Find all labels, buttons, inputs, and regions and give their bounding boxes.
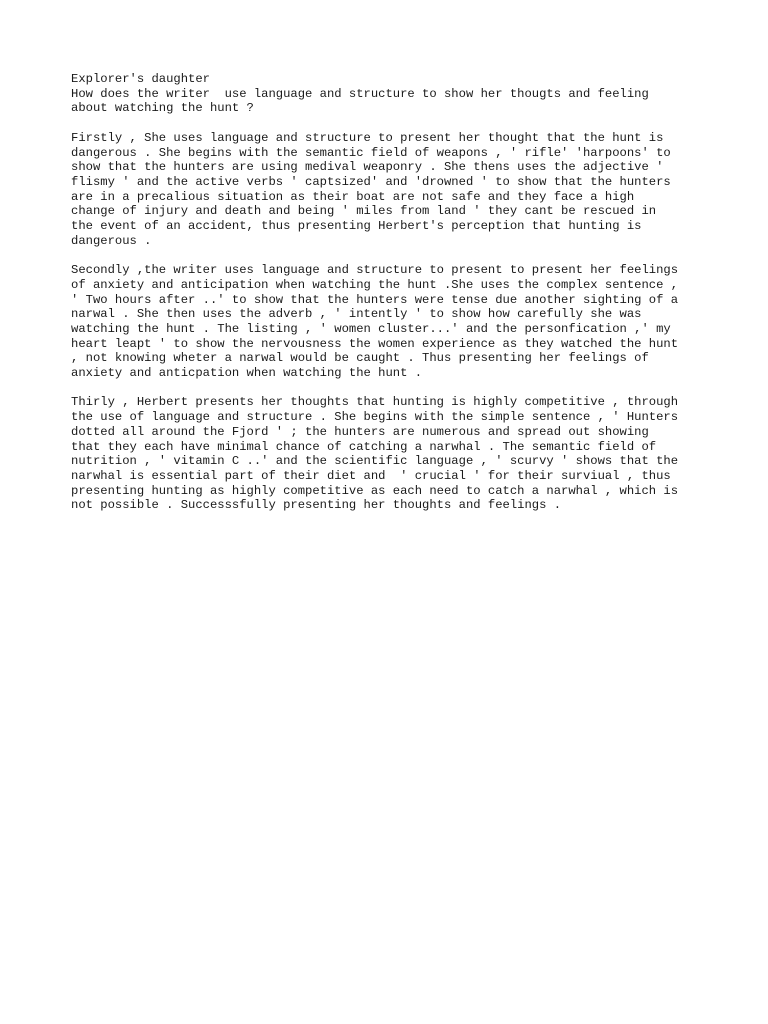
question-line-2: about watching the hunt ? [71,101,254,116]
paragraph-line: the event of an accident, thus presenting Herbert's perception that hunting is [71,219,642,234]
paragraph-line: not possible . Successsfully presenting her thoughts and feelings . [71,498,562,513]
paragraph-line: flismy ' and the active verbs ' captsized' and 'drowned ' to show that the hunters [71,174,671,189]
paragraph-line: Secondly ,the writer uses language and structure to present to present her feelings [71,263,679,278]
paragraph-line: anxiety and anticpation when watching the hunt . [71,366,423,381]
paragraph-line: presenting hunting as highly competitive as each need to catch a narwhal , which is [71,483,679,498]
paragraph-line: Thirly , Herbert presents her thoughts that hunting is highly competitive , through [71,395,679,410]
paragraph-line: are in a precalious situation as their boat are not safe and they face a high [71,189,635,204]
paragraph-line: the use of language and structure . She begins with the simple sentence , ' Hunters [71,410,679,425]
document-header [71,72,711,116]
paragraph-line: nutrition , ' vitamin C ..' and the scientific language , ' scurvy ' shows that the [71,454,679,469]
paragraph-3 [71,395,711,513]
paragraph-line: ' Two hours after ..' to show that the hunters were tense due another sighting of a [71,292,679,307]
paragraph-line: , not knowing wheter a narwal would be caught . Thus presenting her feelings of [71,351,649,366]
paragraph-line: dangerous . She begins with the semantic field of weapons , ' rifle' 'harpoons' to [71,145,671,160]
paragraph-line: show that the hunters are using medival weaponry . She thens uses the adjective ' [71,160,664,175]
question-line-1: How does the writer use language and structure to show her thougts and feeling [71,86,649,101]
document-page [71,72,711,513]
paragraph-2 [71,263,711,381]
paragraph-line: narwal . She then uses the adverb , ' intently ' to show how carefully she was [71,307,642,322]
paragraph-line: dotted all around the Fjord ' ; the hunters are numerous and spread out showing [71,424,649,439]
paragraph-line: that they each have minimal chance of catching a narwhal . The semantic field of [71,439,657,454]
document-title: Explorer's daughter [71,72,210,86]
paragraph-line: change of injury and death and being ' miles from land ' they cant be rescued in [71,204,657,219]
paragraph-line: of anxiety and anticipation when watching the hunt .She uses the complex sentence , [71,277,679,292]
paragraph-line: narwhal is essential part of their diet and ' crucial ' for their surviual , thus [71,468,671,483]
paragraph-line: watching the hunt . The listing , ' women cluster...' and the personfication ,' my [71,321,671,336]
paragraph-line: dangerous . [71,233,152,248]
paragraph-line: heart leapt ' to show the nervousness the women experience as they watched the hunt [71,336,679,351]
paragraph-line: Firstly , She uses language and structure to present her thought that the hunt is [71,130,664,145]
paragraph-1 [71,131,711,249]
